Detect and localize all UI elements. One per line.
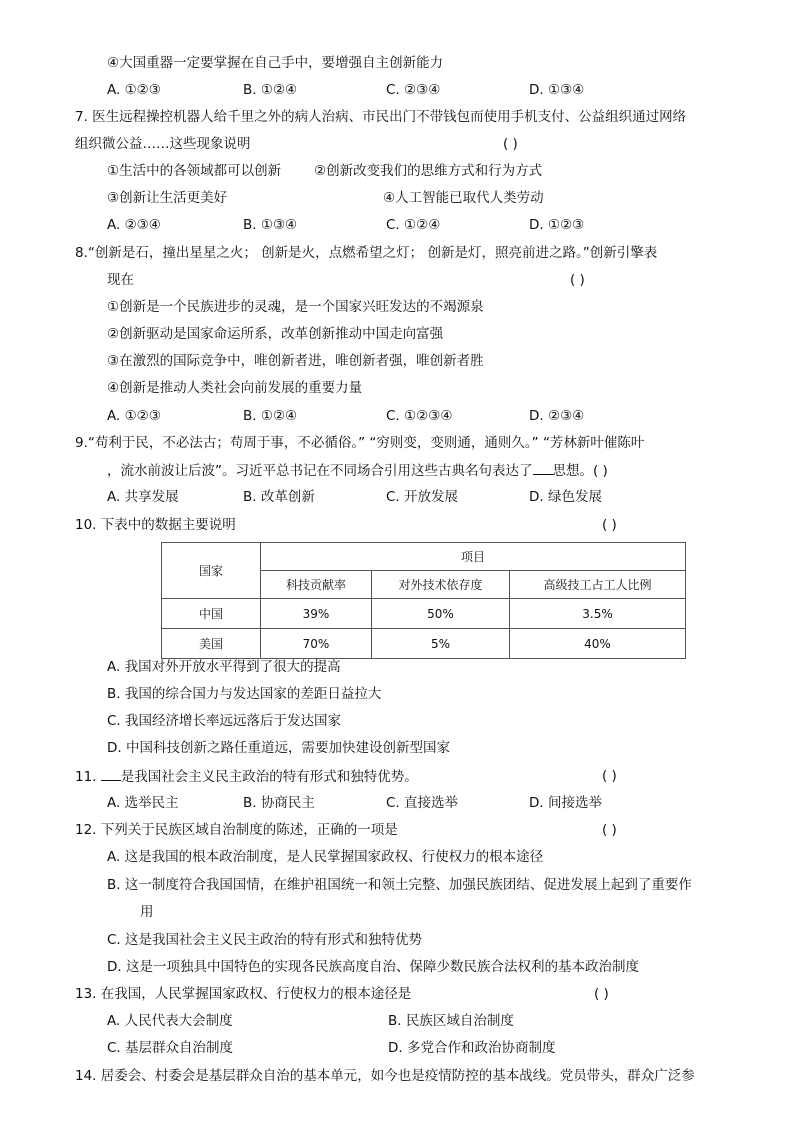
q11-fill-blank	[101, 766, 121, 781]
q6-option-c: C. ②③④	[386, 82, 441, 98]
q8-item3: ③在激烈的国际竞争中，唯创新者进，唯创新者强，唯创新者胜	[107, 353, 484, 369]
q10-option-b: B. 我国的综合国力与发达国家的差距日益拉大	[107, 686, 382, 702]
q10-option-c: C. 我国经济增长率远远落后于发达国家	[107, 713, 342, 729]
table-col-header: 对外技术依存度	[372, 571, 510, 599]
q7-option-a: A. ②③④	[107, 217, 161, 233]
q11-option-c: C. 直接选举	[386, 795, 459, 811]
q8-item2: ②创新驱动是国家命运所系，改革创新推动中国走向富强	[107, 326, 444, 342]
q6-option-b: B. ①②④	[243, 82, 298, 98]
q13-stem: 13. 在我国，人民掌握国家政权、行使权力的根本途径是	[75, 986, 412, 1002]
q7-item2: ②创新改变我们的思维方式和行为方式	[314, 163, 543, 179]
table-cell-country: 美国	[162, 629, 261, 659]
q11-number: 11.	[75, 769, 97, 785]
q9-option-b: B. 改革创新	[243, 489, 315, 505]
table-header-group: 项目	[261, 543, 686, 571]
q12-option-b: B. 这一制度符合我国国情，在维护祖国统一和领土完整、加强民族团结、促进发展上起到了重要作	[107, 877, 692, 893]
q11-option-a: A. 选举民主	[107, 795, 179, 811]
table-cell-country: 中国	[162, 599, 261, 629]
q7-stem-line1: 7. 医生远程操控机器人给千里之外的病人治病、市民出门不带钱包而使用手机支付、公益组织通过网络	[75, 109, 687, 125]
q11-stem	[75, 766, 418, 787]
q13-option-b: B. 民族区域自治制度	[388, 1013, 514, 1029]
q14-stem-line1: 14. 居委会、村委会是基层群众自治的基本单元，如今也是疫情防控的基本战线。党员带头，群众广泛参	[75, 1068, 695, 1084]
q8-option-a: A. ①②③	[107, 408, 161, 424]
q9-fill-blank	[533, 460, 553, 475]
table-header-country: 国家	[162, 543, 261, 599]
q12-stem: 12. 下列关于民族区域自治制度的陈述，正确的一项是	[75, 822, 398, 838]
table-cell: 39%	[261, 599, 372, 629]
q7-option-b: B. ①③④	[243, 217, 298, 233]
q9-stem-line2-part1: ，流水前波让后波”。习近平总书记在不同场合引用这些古典名句表达了	[107, 463, 533, 479]
q9-option-a: A. 共享发展	[107, 489, 179, 505]
table-col-header: 科技贡献率	[261, 571, 372, 599]
q6-option-d: D. ①③④	[529, 82, 585, 98]
q9-stem-line2	[107, 460, 608, 481]
q7-item1: ①生活中的各领域都可以创新	[107, 163, 282, 179]
table-cell: 3.5%	[510, 599, 686, 629]
q8-answer-blank: ( )	[570, 272, 585, 288]
q11-answer-blank: ( )	[602, 768, 617, 784]
q7-answer-blank: ( )	[503, 136, 518, 152]
q13-option-d: D. 多党合作和政治协商制度	[388, 1040, 556, 1056]
q7-item4: ④人工智能已取代人类劳动	[383, 190, 544, 206]
q8-stem-line2: 现在	[107, 272, 134, 288]
q8-stem-line1: 8.“创新是石，撞出星星之火； 创新是火，点燃希望之灯； 创新是灯，照亮前进之路。”创新引擎表	[75, 245, 658, 261]
q12-option-a: A. 这是我国的根本政治制度，是人民掌握国家政权、行使权力的根本途径	[107, 849, 544, 865]
q8-item4: ④创新是推动人类社会向前发展的重要力量	[107, 380, 363, 396]
table-cell: 5%	[372, 629, 510, 659]
q8-option-b: B. ①②④	[243, 408, 298, 424]
q13-option-c: C. 基层群众自治制度	[107, 1040, 234, 1056]
q6-item4: ④大国重器一定要掌握在自己手中，要增强自主创新能力	[107, 55, 444, 71]
q8-item1: ①创新是一个民族进步的灵魂，是一个国家兴旺发达的不竭源泉	[107, 299, 484, 315]
q6-option-a: A. ①②③	[107, 82, 161, 98]
q8-option-d: D. ②③④	[529, 408, 585, 424]
q11-option-b: B. 协商民主	[243, 795, 315, 811]
table-row	[162, 629, 686, 659]
q7-stem-line2: 组织微公益……这些现象说明	[75, 136, 251, 152]
table-col-header: 高级技工占工人比例	[510, 571, 686, 599]
q12-option-d: D. 这是一项独具中国特色的实现各民族高度自治、保障少数民族合法权利的基本政治制度	[107, 959, 639, 975]
q13-option-a: A. 人民代表大会制度	[107, 1013, 233, 1029]
q13-answer-blank: ( )	[594, 986, 609, 1002]
q10-option-d: D. 中国科技创新之路任重道远，需要加快建设创新型国家	[107, 740, 450, 756]
q9-stem-line2-part2: 思想。( )	[552, 463, 608, 479]
q11-stem-text: 是我国社会主义民主政治的特有形式和独特优势。	[120, 769, 418, 785]
q10-stem: 10. 下表中的数据主要说明	[75, 517, 236, 533]
q9-option-c: C. 开放发展	[386, 489, 459, 505]
q9-option-d: D. 绿色发展	[529, 489, 602, 505]
q11-option-d: D. 间接选举	[529, 795, 602, 811]
table-cell: 70%	[261, 629, 372, 659]
q7-option-d: D. ①②③	[529, 217, 585, 233]
q12-option-b-cont: 用	[140, 904, 154, 920]
q10-option-a: A. 我国对外开放水平得到了很大的提高	[107, 659, 341, 675]
q10-answer-blank: ( )	[602, 517, 617, 533]
table-row	[162, 599, 686, 629]
table-cell: 50%	[372, 599, 510, 629]
q12-option-c: C. 这是我国社会主义民主政治的特有形式和独特优势	[107, 932, 423, 948]
table-header-row	[162, 543, 686, 571]
q7-option-c: C. ①②④	[386, 217, 441, 233]
q9-stem-line1: 9.“苟利于民，不必法古；苟周于事，不必循俗。” “穷则变，变则通，通则久。” “芳林新叶催陈叶	[75, 435, 645, 451]
q8-option-c: C. ①②③④	[386, 408, 453, 424]
data-table	[161, 542, 686, 659]
table-cell: 40%	[510, 629, 686, 659]
q7-item3: ③创新让生活更美好	[107, 190, 228, 206]
q12-answer-blank: ( )	[602, 822, 617, 838]
